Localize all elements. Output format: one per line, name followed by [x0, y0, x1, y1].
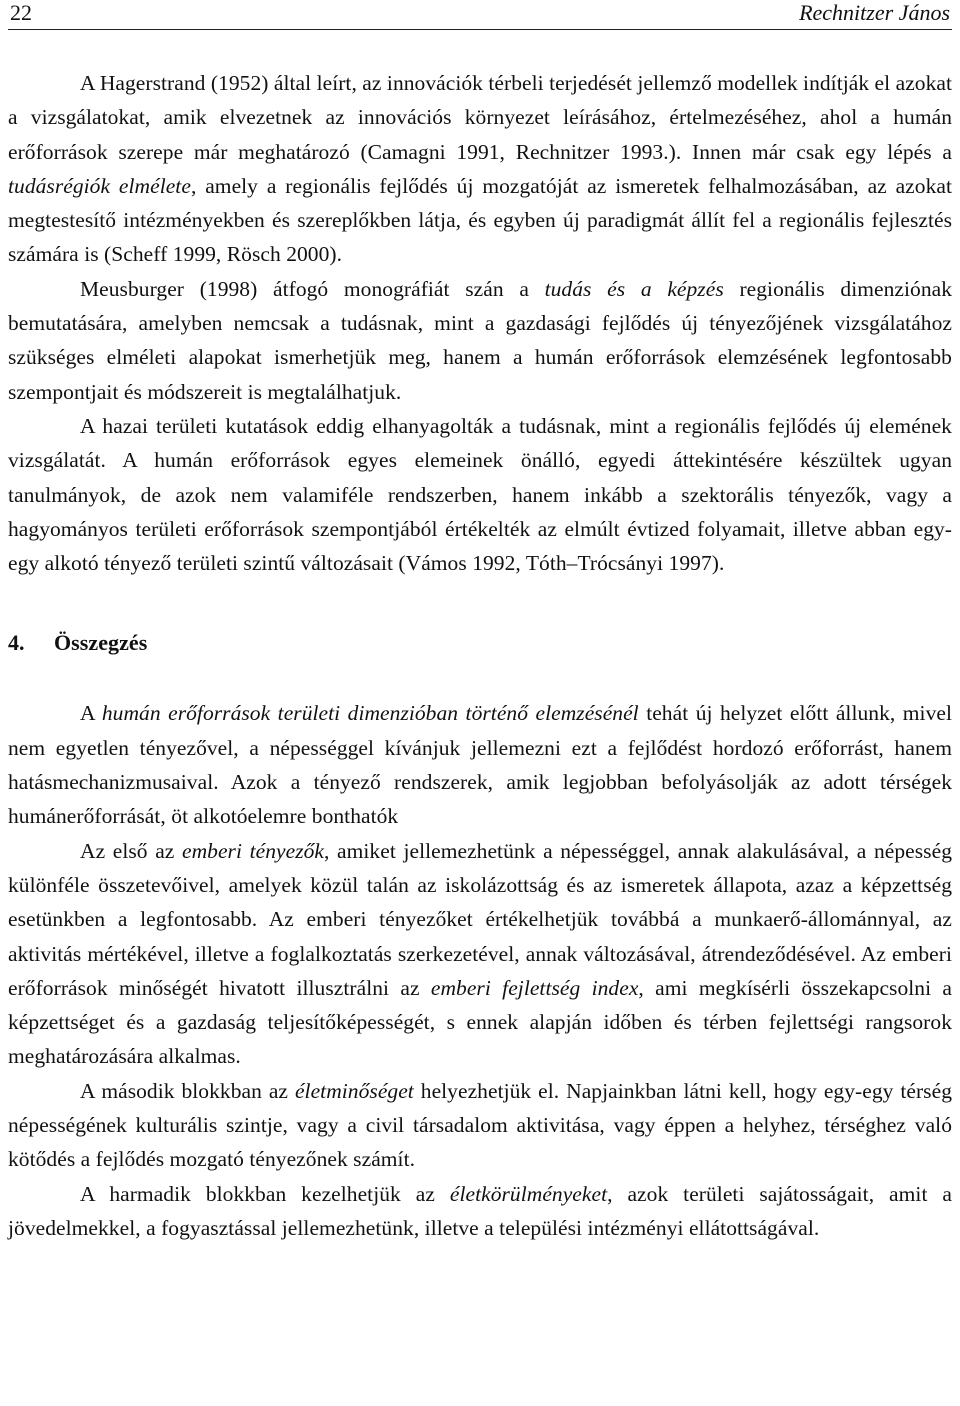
paragraph-p4	[8, 696, 952, 833]
text-run: , azok területi sajátosságait, amit a jövedelmekkel, a fogyasztással jellemezhetünk, illetve a települési intézményi ellátottságával.	[8, 1181, 952, 1240]
text-run: A hazai területi kutatások eddig elhanyagolták a tudásnak, mint a regionális fejlődés új elemének vizsgálatát. A humán erőforrások egyes elemeinek önálló, egyedi áttekintésére készültek ugyan tanulmányok, de azok nem valamiféle rendszerben, hanem inkább a szektorális tényezők, vagy a hagyományos területi erőforrások szempontjából értékelték az elmúlt évtized folyamait, illetve abban egy-egy alkotó tényező területi szintű változásait (Vámos 1992, Tóth–Trócsányi 1997).	[8, 413, 952, 576]
page-header	[8, 0, 952, 30]
section-heading	[8, 626, 952, 660]
text-run: A harmadik blokkban kezelhetjük az	[80, 1181, 450, 1206]
page-number: 22	[10, 0, 32, 25]
text-run: , ami megkísérli összekapcsolni a képzettséget és a gazdaság teljesítőképességét, s ennek alapján időben és térben fejlettségi rangsorok meghatározására alkalmas.	[8, 975, 953, 1069]
paragraph-p6	[8, 1074, 952, 1177]
emphasis-text: humán erőforrások területi dimenzióban történő elemzésénél	[101, 701, 639, 726]
emphasis-text: életkörülményeket	[449, 1181, 608, 1206]
paragraph-p7	[8, 1177, 952, 1246]
text-run: , amely a regionális fejlődés új mozgatóját az ismeretek felhalmozásában, az azokat megtestesítő intézményekben és szereplőkben látja, és egyben új paradigmát állít fel a regionális fejlesztés számára is (Scheff 1999, Rösch 2000).	[8, 173, 952, 267]
text-run: Az első az	[80, 838, 182, 863]
body-text	[8, 66, 952, 1245]
emphasis-text: tudásrégiók elmélete	[8, 173, 191, 198]
paragraphs-after-section	[8, 696, 952, 1245]
text-run: Meusburger (1998) átfogó monográfiát szán a	[80, 276, 545, 301]
section-title: Összegzés	[54, 630, 148, 656]
text-run: A második blokkban az	[80, 1078, 295, 1103]
text-run: tehát új helyzet előtt állunk, mivel nem egyetlen tényezővel, a népességgel kívánjuk jellemezni ezt a fejlődést hordozó erőforrást, hanem hatásmechanizmusaival. Azok a tényező rendszerek, amik legjobban befolyásolják az adott térségek humánerőforrását, öt alkotóelemre bonthatók	[8, 701, 952, 829]
running-head-author: Rechnitzer János	[799, 0, 950, 25]
text-run: , amiket jellemezhetünk a népességgel, annak alakulásával, a népesség különféle összetevőivel, amelyek közül talán az iskolázottság és az ismeretek állapota, azaz a képzettség esetünkben a legfontosabb. Az emberi tényezőket értékelhetjük továbbá a munkaerő-állománnyal, az aktivitás mértékével, illetve a foglalkoztatás szerkezetével, annak változásával, átrendeződésével. Az emberi erőforrások minőségét hivatott illusztrálni az	[8, 838, 952, 1000]
section-number: 4.	[8, 630, 25, 656]
emphasis-text: emberi fejlettség index	[430, 975, 639, 1000]
emphasis-text: emberi tényezők	[182, 838, 325, 863]
emphasis-text: életminőséget	[294, 1078, 414, 1103]
paragraph-p1	[8, 66, 952, 272]
text-run: A Hagerstrand (1952) által leírt, az innovációk térbeli terjedését jellemző modellek indítják el azokat a vizsgálatokat, amik elvezetnek az innovációs környezet leírásához, értelmezéséhez, ahol a humán erőforrások szerepe már meghatározó (Camagni 1991, Rechnitzer 1993.). Innen már csak egy lépés a	[8, 71, 952, 164]
emphasis-text: tudás és a képzés	[544, 276, 724, 301]
text-run: regionális dimenziónak bemutatására, amelyben nemcsak a tudásnak, mint a gazdasági fejlődés új tényezőjének vizsgálatához szükséges elméleti alapokat ismerhetjük meg, hanem a humán erőforrások elemzésének legfontosabb szempontjait és módszereit is megtalálhatjuk.	[8, 276, 953, 404]
paragraph-p2	[8, 272, 952, 409]
text-run: helyezhetjük el. Napjainkban látni kell, hogy egy-egy térség népességének kulturális szintje, vagy a civil társadalom aktivitása, vagy éppen a helyhez, térséghez való kötődés a fejlődés mozgató tényezőnek számít.	[8, 1078, 952, 1172]
document-page	[8, 0, 952, 1406]
paragraphs-before-section	[8, 66, 952, 580]
text-run: A	[80, 701, 102, 726]
paragraph-p5	[8, 834, 952, 1074]
paragraph-p3	[8, 409, 952, 580]
